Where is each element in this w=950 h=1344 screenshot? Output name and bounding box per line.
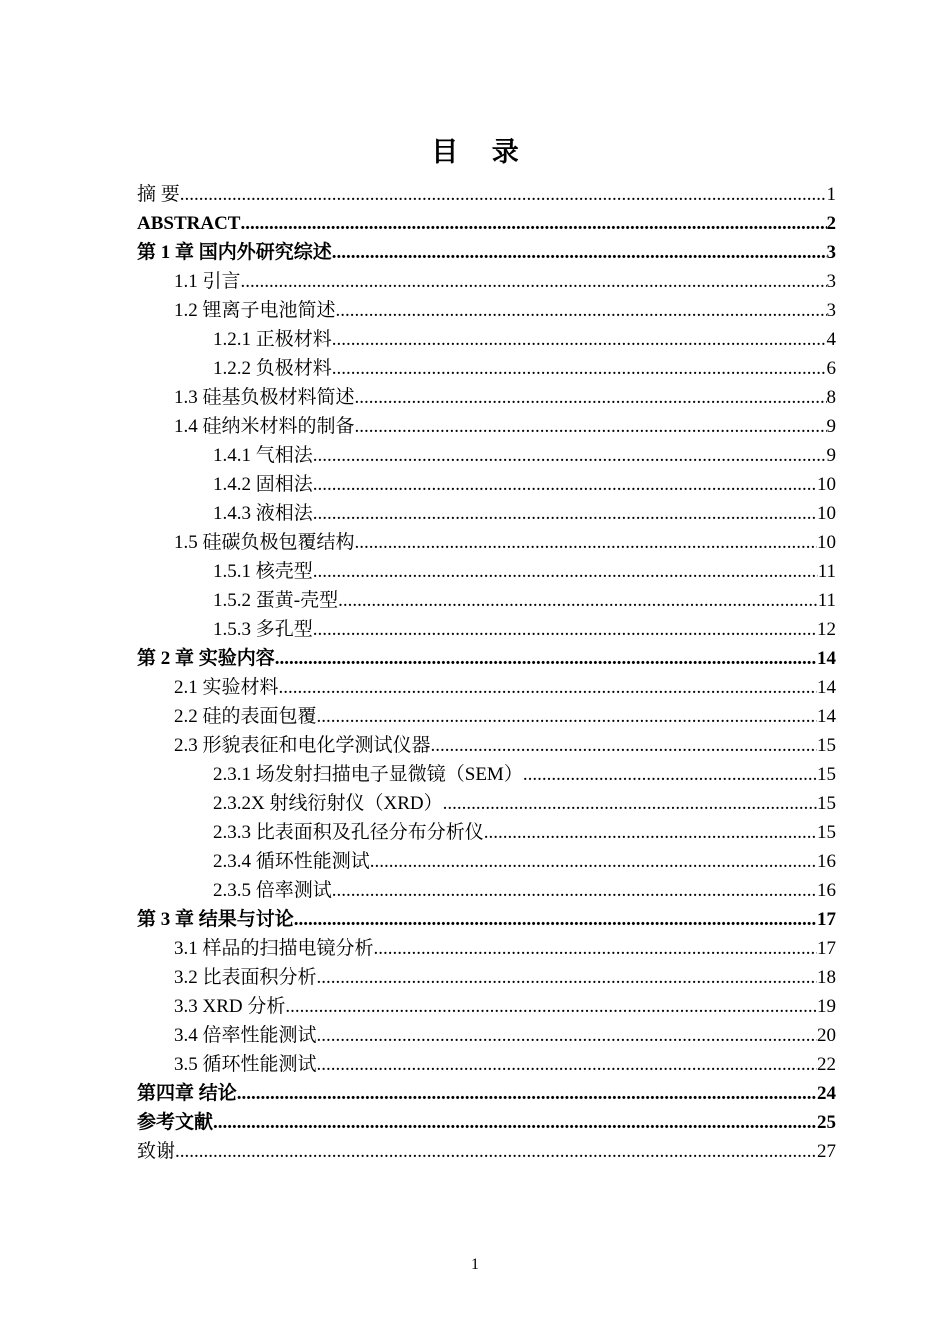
toc-entry-page-number: 6: [826, 358, 836, 379]
toc-entry-label: 参考文献: [137, 1112, 214, 1133]
toc-entry-page-number: 17: [817, 938, 836, 959]
toc-entry-page-number: 8: [826, 387, 836, 408]
toc-entry-page-number: 27: [817, 1141, 836, 1162]
dot-leader: [374, 934, 817, 963]
toc-entry[interactable]: [137, 731, 836, 760]
dot-leader: [336, 296, 827, 325]
toc-entry-label: 1.5 硅碳负极包覆结构: [174, 532, 355, 553]
toc-entry[interactable]: [137, 586, 836, 615]
toc-entry-page-number: 10: [817, 532, 836, 553]
dot-leader: [355, 412, 827, 441]
dot-leader: [275, 644, 817, 673]
toc-entry[interactable]: [137, 644, 836, 673]
toc-entry-label: 2.3.2X 射线衍射仪（XRD）: [213, 793, 443, 814]
toc-entry-label: 1.4 硅纳米材料的制备: [174, 416, 355, 437]
toc-entry-page-number: 19: [817, 996, 836, 1017]
toc-entry-page-number: 17: [817, 909, 836, 930]
toc-entry[interactable]: [137, 1108, 836, 1137]
toc-entry[interactable]: [137, 528, 836, 557]
dot-leader: [237, 1079, 817, 1108]
toc-entry-label: 第四章 结论: [137, 1083, 237, 1104]
toc-entry-label: 摘 要: [137, 184, 180, 205]
toc-entry[interactable]: [137, 296, 836, 325]
toc-entry-label: 1.2.2 负极材料: [213, 358, 332, 379]
dot-leader: [313, 441, 827, 470]
toc-entry-page-number: 11: [817, 590, 836, 611]
dot-leader: [175, 1137, 817, 1166]
toc-entry-label: 2.3 形貌表征和电化学测试仪器: [174, 735, 431, 756]
dot-leader: [294, 905, 817, 934]
toc-entry-page-number: 24: [817, 1083, 836, 1104]
dot-leader: [332, 238, 827, 267]
toc-entry-page-number: 9: [826, 445, 836, 466]
toc-entry[interactable]: [137, 1050, 836, 1079]
toc-entry[interactable]: [137, 180, 836, 209]
toc-entry-label: 2.2 硅的表面包覆: [174, 706, 317, 727]
dot-leader: [332, 876, 817, 905]
toc-entry-page-number: 18: [817, 967, 836, 988]
toc-title: 目 录: [431, 137, 531, 168]
dot-leader: [241, 267, 827, 296]
toc-entry-label: 1.5.2 蛋黄-壳型: [213, 590, 339, 611]
toc-entry-page-number: 14: [817, 706, 836, 727]
toc-entry-label: 3.1 样品的扫描电镜分析: [174, 938, 374, 959]
table-of-contents: [137, 180, 836, 1166]
toc-entry-page-number: 15: [817, 793, 836, 814]
toc-entry-label: ABSTRACT: [137, 213, 241, 234]
toc-entry[interactable]: [137, 847, 836, 876]
toc-entry[interactable]: [137, 1079, 836, 1108]
dot-leader: [240, 209, 826, 238]
dot-leader: [213, 1108, 817, 1137]
toc-entry-label: 第 2 章 实验内容: [137, 648, 275, 669]
toc-entry-page-number: 14: [817, 677, 836, 698]
toc-entry-page-number: 9: [826, 416, 836, 437]
dot-leader: [431, 731, 817, 760]
toc-entry-label: 1.4.1 气相法: [213, 445, 313, 466]
toc-entry-page-number: 16: [817, 880, 836, 901]
toc-entry[interactable]: [137, 383, 836, 412]
dot-leader: [313, 615, 817, 644]
dot-leader: [338, 586, 818, 615]
toc-entry[interactable]: [137, 789, 836, 818]
toc-entry[interactable]: [137, 499, 836, 528]
toc-entry-page-number: 2: [826, 213, 836, 234]
toc-entry-label: 2.3.1 场发射扫描电子显微镜（SEM）: [213, 764, 523, 785]
dot-leader: [355, 383, 827, 412]
toc-entry-label: 3.5 循环性能测试: [174, 1054, 317, 1075]
toc-entry-label: 2.1 实验材料: [174, 677, 279, 698]
toc-entry-page-number: 1: [826, 184, 836, 205]
toc-entry-label: 3.3 XRD 分析: [174, 996, 286, 1017]
dot-leader: [317, 963, 817, 992]
dot-leader: [443, 789, 817, 818]
toc-entry-page-number: 20: [817, 1025, 836, 1046]
toc-entry-label: 1.4.2 固相法: [213, 474, 313, 495]
toc-entry[interactable]: [137, 673, 836, 702]
toc-entry[interactable]: [137, 412, 836, 441]
toc-entry-label: 1.4.3 液相法: [213, 503, 313, 524]
toc-entry[interactable]: [137, 354, 836, 383]
toc-entry-label: 3.4 倍率性能测试: [174, 1025, 317, 1046]
toc-entry[interactable]: [137, 702, 836, 731]
toc-entry[interactable]: [137, 992, 836, 1021]
toc-entry-page-number: 10: [817, 503, 836, 524]
dot-leader: [279, 673, 817, 702]
dot-leader: [484, 818, 817, 847]
toc-entry[interactable]: [137, 238, 836, 267]
dot-leader: [285, 992, 817, 1021]
toc-entry-page-number: 15: [817, 822, 836, 843]
toc-entry-label: 第 3 章 结果与讨论: [137, 909, 294, 930]
toc-entry-page-number: 11: [817, 561, 836, 582]
toc-entry-page-number: 3: [826, 271, 836, 292]
toc-entry-label: 1.5.1 核壳型: [213, 561, 313, 582]
dot-leader: [370, 847, 817, 876]
toc-entry[interactable]: [137, 876, 836, 905]
dot-leader: [317, 702, 817, 731]
toc-entry[interactable]: [137, 963, 836, 992]
toc-entry-label: 2.3.5 倍率测试: [213, 880, 332, 901]
dot-leader: [313, 470, 817, 499]
toc-entry[interactable]: [137, 818, 836, 847]
toc-entry[interactable]: [137, 760, 836, 789]
toc-entry-page-number: 15: [817, 764, 836, 785]
toc-entry-page-number: 4: [826, 329, 836, 350]
toc-entry-page-number: 10: [817, 474, 836, 495]
toc-entry[interactable]: [137, 615, 836, 644]
dot-leader: [355, 528, 817, 557]
toc-entry-page-number: 22: [817, 1054, 836, 1075]
toc-entry-label: 致谢: [137, 1141, 176, 1162]
toc-entry-page-number: 25: [817, 1112, 836, 1133]
toc-entry[interactable]: [137, 267, 836, 296]
toc-entry-page-number: 12: [817, 619, 836, 640]
toc-entry-page-number: 3: [826, 242, 836, 263]
toc-entry-label: 2.3.4 循环性能测试: [213, 851, 370, 872]
toc-entry-label: 1.5.3 多孔型: [213, 619, 313, 640]
toc-entry-page-number: 15: [817, 735, 836, 756]
toc-entry[interactable]: [137, 1021, 836, 1050]
toc-entry-page-number: 14: [817, 648, 836, 669]
toc-entry[interactable]: [137, 325, 836, 354]
toc-entry-page-number: 3: [826, 300, 836, 321]
toc-entry-label: 第 1 章 国内外研究综述: [137, 242, 332, 263]
toc-entry[interactable]: [137, 470, 836, 499]
toc-entry[interactable]: [137, 209, 836, 238]
toc-entry[interactable]: [137, 557, 836, 586]
toc-entry-label: 1.3 硅基负极材料简述: [174, 387, 355, 408]
toc-entry-label: 1.1 引言: [174, 271, 241, 292]
dot-leader: [317, 1021, 817, 1050]
dot-leader: [313, 557, 818, 586]
toc-entry[interactable]: [137, 441, 836, 470]
toc-entry-label: 1.2 锂离子电池简述: [174, 300, 336, 321]
page-number: 1: [471, 1256, 479, 1273]
dot-leader: [180, 180, 827, 209]
toc-entry-page-number: 16: [817, 851, 836, 872]
toc-entry-label: 2.3.3 比表面积及孔径分布分析仪: [213, 822, 484, 843]
toc-entry[interactable]: [137, 1137, 836, 1166]
dot-leader: [332, 325, 827, 354]
toc-entry-label: 1.2.1 正极材料: [213, 329, 332, 350]
toc-entry[interactable]: [137, 905, 836, 934]
toc-entry[interactable]: [137, 934, 836, 963]
dot-leader: [332, 354, 827, 383]
dot-leader: [523, 760, 817, 789]
dot-leader: [313, 499, 817, 528]
dot-leader: [317, 1050, 817, 1079]
toc-entry-label: 3.2 比表面积分析: [174, 967, 317, 988]
